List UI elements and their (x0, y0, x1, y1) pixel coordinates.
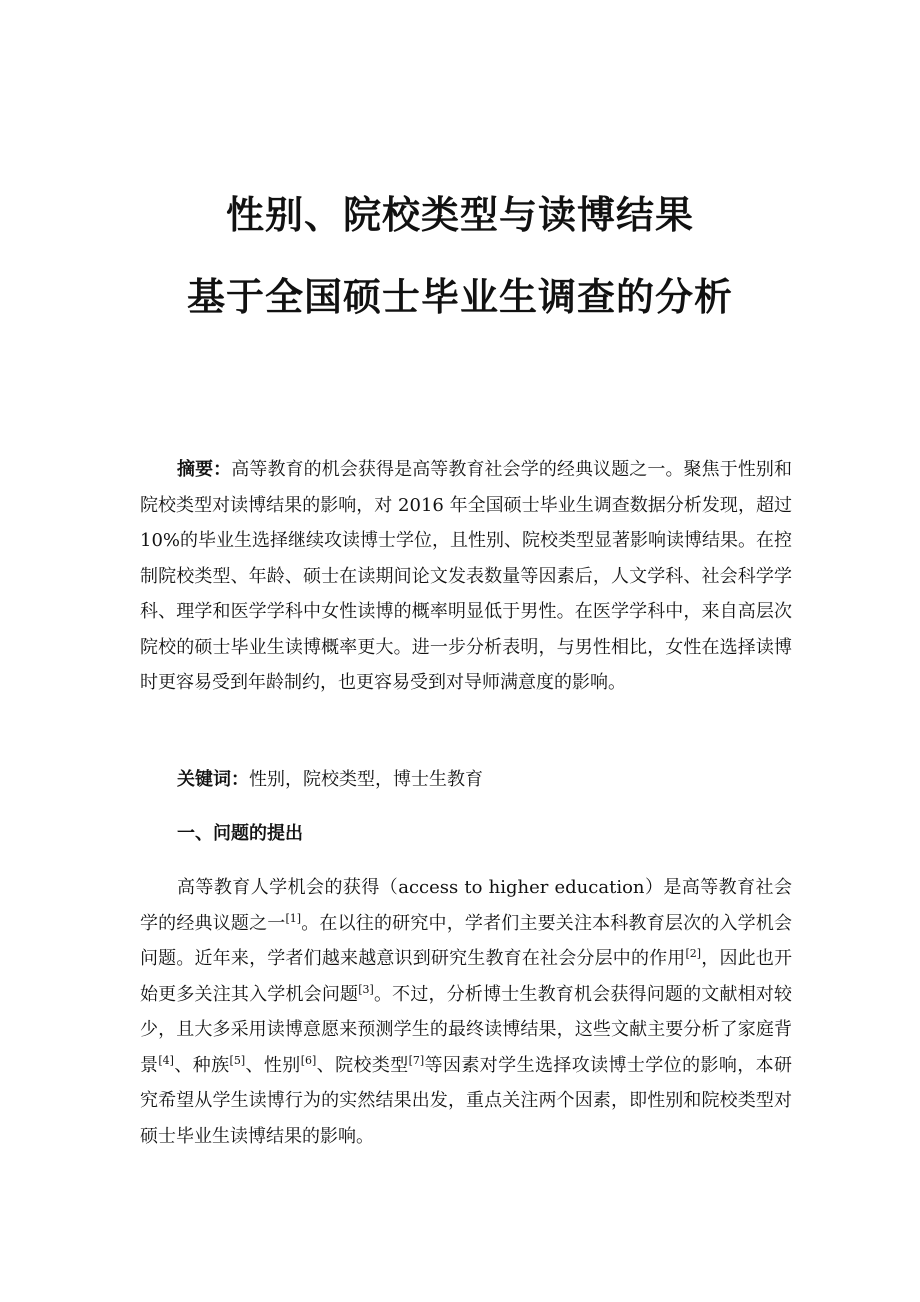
citation: [1] (285, 911, 302, 925)
citation: [4] (158, 1053, 174, 1067)
section-heading: 一、问题的提出 (177, 823, 303, 844)
citation: [2] (685, 947, 702, 960)
citation: [5] (229, 1053, 246, 1067)
keywords-paragraph (140, 762, 792, 798)
intro-paragraph (140, 870, 792, 1154)
intro-text: 、种族 (173, 1054, 230, 1076)
citation: [7] (408, 1053, 425, 1067)
paper-title-line-2: 基于全国硕士毕业生调查的分析 (186, 275, 733, 319)
citation: [6] (300, 1053, 317, 1067)
citation: [3] (358, 982, 374, 996)
intro-text: 、院校类型 (316, 1054, 409, 1076)
intro-text: 。在以往的研究中，学者们主要关注本科教育层次的入学机会问题。近年来，学者们越来越意识到研究生教育在社会分层中的作用 (140, 912, 793, 969)
keywords-label: 关键词： (177, 769, 249, 790)
intro-text: 。不过，分析博士生教育机会获得问题的文献相对较少，且大多采用读博意愿来预测学生的最终读博结果，这些文献主要分析了家庭背景 (140, 983, 793, 1076)
intro-text: 、性别 (245, 1054, 301, 1076)
abstract-label: 摘要： (177, 459, 232, 480)
abstract-text: 高等教育的机会获得是高等教育社会学的经典议题之一。聚焦于性别和院校类型对读博结果的影响，对 2016 年全国硕士毕业生调查数据分析发现，超过 10%的毕业生选择继续攻读博士学位，且性别、院校类型显著影响读博结果。在控制院校类型、年龄、硕士在读期间论文发表数量等因素后，人文学科、社会科学学科、理学和医学学科中女性读博的概率明显低于男性。在医学学科中，来自高层次院校的硕士毕业生读博概率更大。进一步分析表明，与男性相比，女性在选择读博时更容易受到年龄制约，也更容易受到对导师满意度的影响。 (140, 459, 793, 693)
intro-text: 等因素对学生选择攻读博士学位的影响，本研究希望从学生读博行为的实然结果出发，重点关注两个因素，即性别和院校类型对硕士毕业生读博结果的影响。 (140, 1054, 793, 1147)
intro-text: ，因此也开始更多关注其入学机会问题 (140, 948, 793, 1005)
intro-text: 高等教育人学机会的获得（access to higher education）是高等教育社会学的经典议题之一 (140, 877, 792, 934)
abstract-paragraph (140, 452, 792, 701)
paper-title-line-1: 性别、院校类型与读博结果 (225, 193, 694, 237)
keywords-text: 性别，院校类型，博士生教育 (249, 769, 483, 790)
